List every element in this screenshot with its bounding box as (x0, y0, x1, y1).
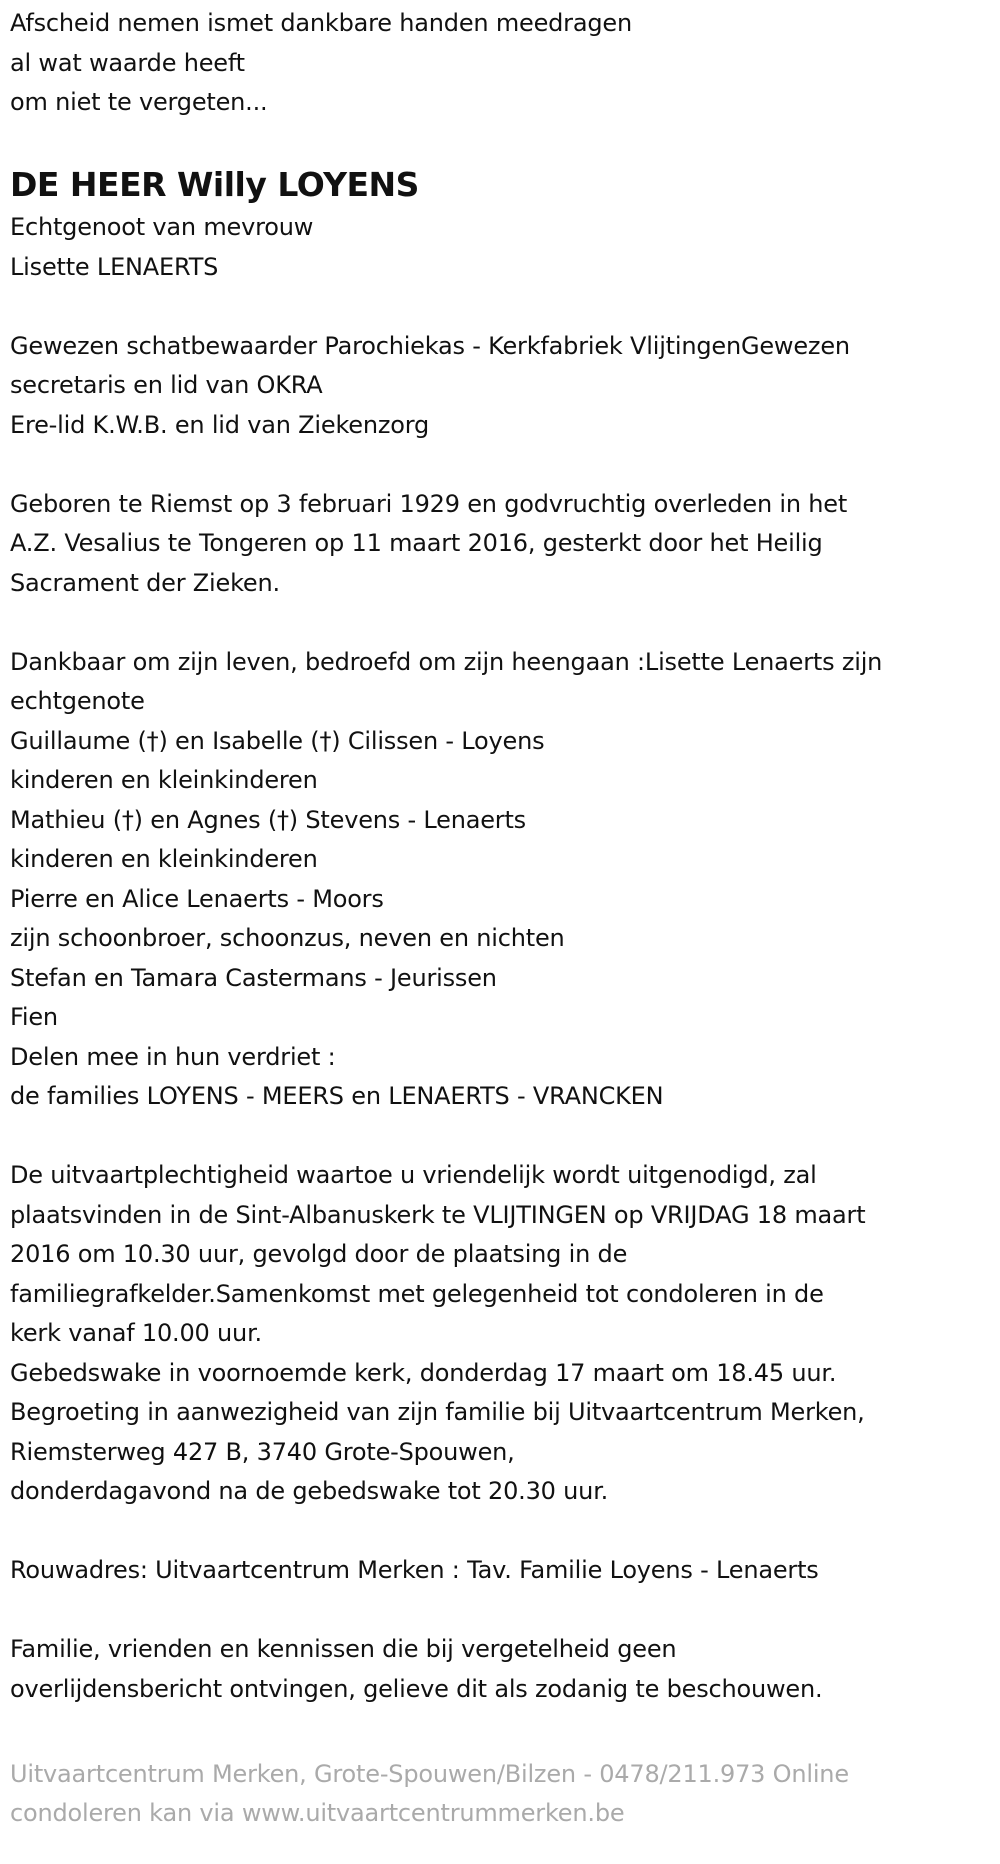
paragraph (10, 1630, 990, 1709)
spouse-info (10, 208, 990, 287)
paragraph (10, 1551, 990, 1591)
paragraph-line: Fien (10, 1003, 58, 1031)
paragraph-line: Dankbaar om zijn leven, bedroefd om zijn heengaan :Lisette Lenaerts zijn (10, 647, 883, 676)
paragraph (10, 485, 990, 604)
paragraph-line: Familie, vrienden en kennissen die bij vergetelheid geen (10, 1635, 677, 1663)
paragraph-line: De uitvaartplechtigheid waartoe u vriendelijk wordt uitgenodigd, zal (10, 1161, 817, 1189)
paragraph-line: plaatsvinden in de Sint-Albanuskerk te VLIJTINGEN op VRIJDAG 18 maart (10, 1200, 866, 1229)
poem-line: Afscheid nemen ismet dankbare handen meedragen (10, 9, 632, 37)
footer-line: Uitvaartcentrum Merken, Grote-Spouwen/Bilzen - 0478/211.973 Online (10, 1759, 849, 1788)
paragraph-line: de families LOYENS - MEERS en LENAERTS - VRANCKEN (10, 1082, 664, 1110)
paragraph-line: Delen mee in hun verdriet : (10, 1042, 336, 1071)
footer (10, 1715, 990, 1834)
poem (10, 4, 990, 123)
paragraph (10, 643, 990, 1117)
paragraph-line: Ere-lid K.W.B. en lid van Ziekenzorg (10, 410, 430, 439)
paragraph-line: Mathieu (†) en Agnes (†) Stevens - Lenaerts (10, 805, 526, 834)
paragraph-line: Begroeting in aanwezigheid van zijn familie bij Uitvaartcentrum Merken, (10, 1398, 865, 1426)
paragraph-line: Sacrament der Zieken. (10, 568, 280, 597)
paragraph-line: Guillaume (†) en Isabelle (†) Cilissen - Loyens (10, 726, 545, 755)
paragraph-line: Pierre en Alice Lenaerts - Moors (10, 884, 384, 913)
paragraph-line: 2016 om 10.30 uur, gevolgd door de plaatsing in de (10, 1240, 628, 1268)
paragraph-line: secretaris en lid van OKRA (10, 371, 323, 399)
poem-line: om niet te vergeten... (10, 88, 268, 116)
paragraph-line: Stefan en Tamara Castermans - Jeurissen (10, 963, 497, 992)
poem-line: al wat waarde heeft (10, 48, 245, 77)
paragraph-line: Riemsterweg 427 B, 3740 Grote-Spouwen, (10, 1437, 515, 1466)
paragraph-line: kinderen en kleinkinderen (10, 766, 318, 794)
paragraph-line: zijn schoonbroer, schoonzus, neven en nichten (10, 924, 565, 952)
footer-line: condoleren kan via www.uitvaartcentrummerken.be (10, 1799, 625, 1827)
paragraph-line: kinderen en kleinkinderen (10, 845, 318, 873)
paragraph-line: Rouwadres: Uitvaartcentrum Merken : Tav. Familie Loyens - Lenaerts (10, 1556, 819, 1584)
paragraph-line: Gebedswake in voornoemde kerk, donderdag 17 maart om 18.45 uur. (10, 1358, 837, 1387)
deceased-name: DE HEER Willy LOYENS (10, 165, 419, 204)
paragraph (10, 1156, 990, 1512)
spouse-line: Echtgenoot van mevrouw (10, 213, 314, 241)
paragraph-line: kerk vanaf 10.00 uur. (10, 1319, 262, 1347)
paragraph-line: donderdagavond na de gebedswake tot 20.30 uur. (10, 1477, 609, 1505)
paragraph-line: familiegrafkelder.Samenkomst met gelegenheid tot condoleren in de (10, 1279, 824, 1308)
paragraph (10, 327, 990, 446)
paragraph-line: Geboren te Riemst op 3 februari 1929 en godvruchtig overleden in het (10, 489, 848, 518)
paragraph-line: echtgenote (10, 687, 145, 715)
paragraph-line: A.Z. Vesalius te Tongeren op 11 maart 2016, gesterkt door het Heilig (10, 529, 823, 557)
spouse-line: Lisette LENAERTS (10, 252, 219, 281)
paragraph-line: overlijdensbericht ontvingen, gelieve dit als zodanig te beschouwen. (10, 1674, 823, 1703)
paragraph-line: Gewezen schatbewaarder Parochiekas - Kerkfabriek VlijtingenGewezen (10, 331, 850, 360)
